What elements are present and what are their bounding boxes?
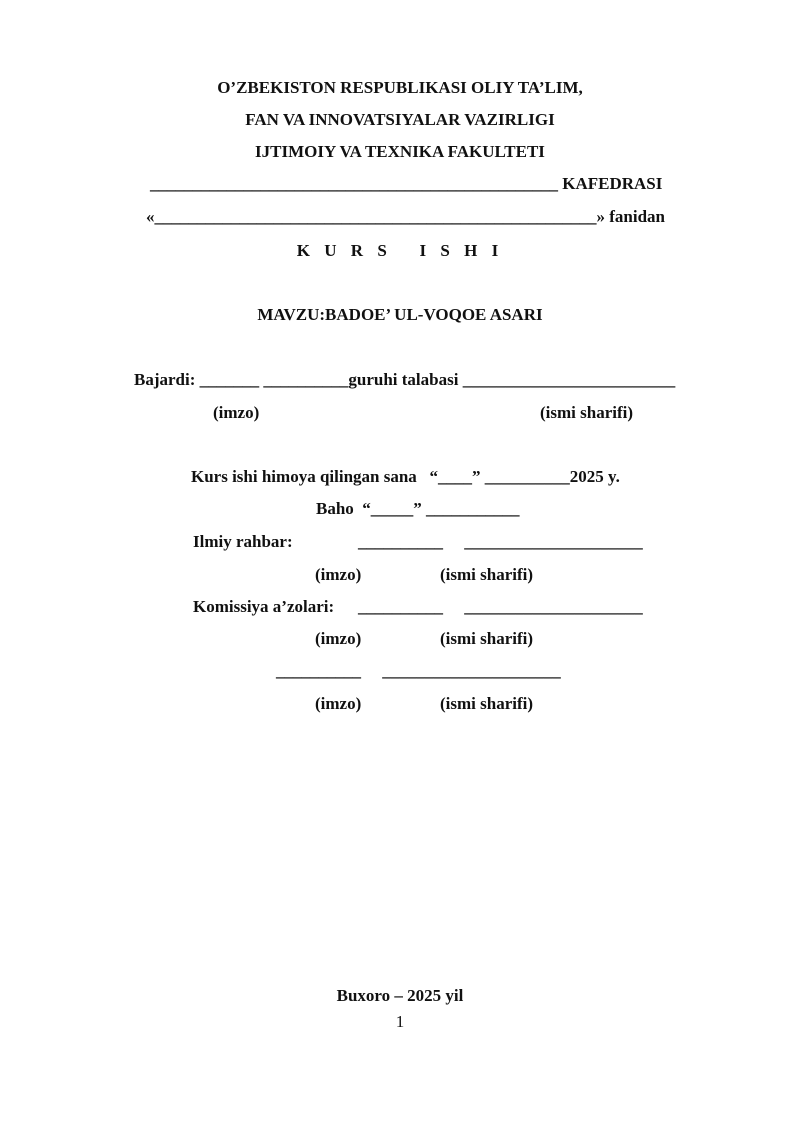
student-line: Bajardi: _______ __________guruhi talabasi _________________________: [134, 370, 676, 389]
place-year: Buxoro – 2025 yil: [336, 986, 464, 1005]
supervisor-label: Ilmiy rahbar:: [193, 532, 293, 551]
commission-name-label-2: (ismi sharifi): [440, 694, 534, 713]
commission-label: Komissiya a’zolari:: [193, 597, 335, 616]
supervisor-blanks: __________ _____________________: [358, 532, 643, 551]
commission-name-label-1: (ismi sharifi): [440, 629, 534, 648]
document-type-title: K U R S I S H I: [296, 241, 504, 260]
ministry-line-2: FAN VA INNOVATSIYALAR VAZIRLIGI: [245, 110, 555, 129]
student-name-label: (ismi sharifi): [540, 403, 634, 422]
supervisor-name-label: (ismi sharifi): [440, 565, 534, 584]
commission-signature-label-2: (imzo): [315, 694, 362, 713]
faculty-name: IJTIMOIY VA TEXNIKA FAKULTETI: [255, 142, 545, 161]
commission-blanks-2: __________ _____________________: [276, 661, 561, 680]
grade-line: Baho “_____” ___________: [316, 499, 520, 518]
commission-blanks-1: __________ _____________________: [358, 597, 643, 616]
student-signature-label: (imzo): [213, 403, 260, 422]
topic-title: MAVZU:BADOE’ UL-VOQOE ASARI: [257, 305, 543, 324]
ministry-line-1: O’ZBEKISTON RESPUBLIKASI OLIY TA’LIM,: [217, 78, 583, 97]
supervisor-signature-label: (imzo): [315, 565, 362, 584]
page-number: 1: [395, 1012, 405, 1031]
department-line: ________________________________________________ KAFEDRASI: [150, 174, 663, 193]
defense-date-line: Kurs ishi himoya qilingan sana “____” __________2025 y.: [191, 467, 620, 486]
subject-line: «____________________________________________________» fanidan: [146, 207, 665, 226]
commission-signature-label-1: (imzo): [315, 629, 362, 648]
